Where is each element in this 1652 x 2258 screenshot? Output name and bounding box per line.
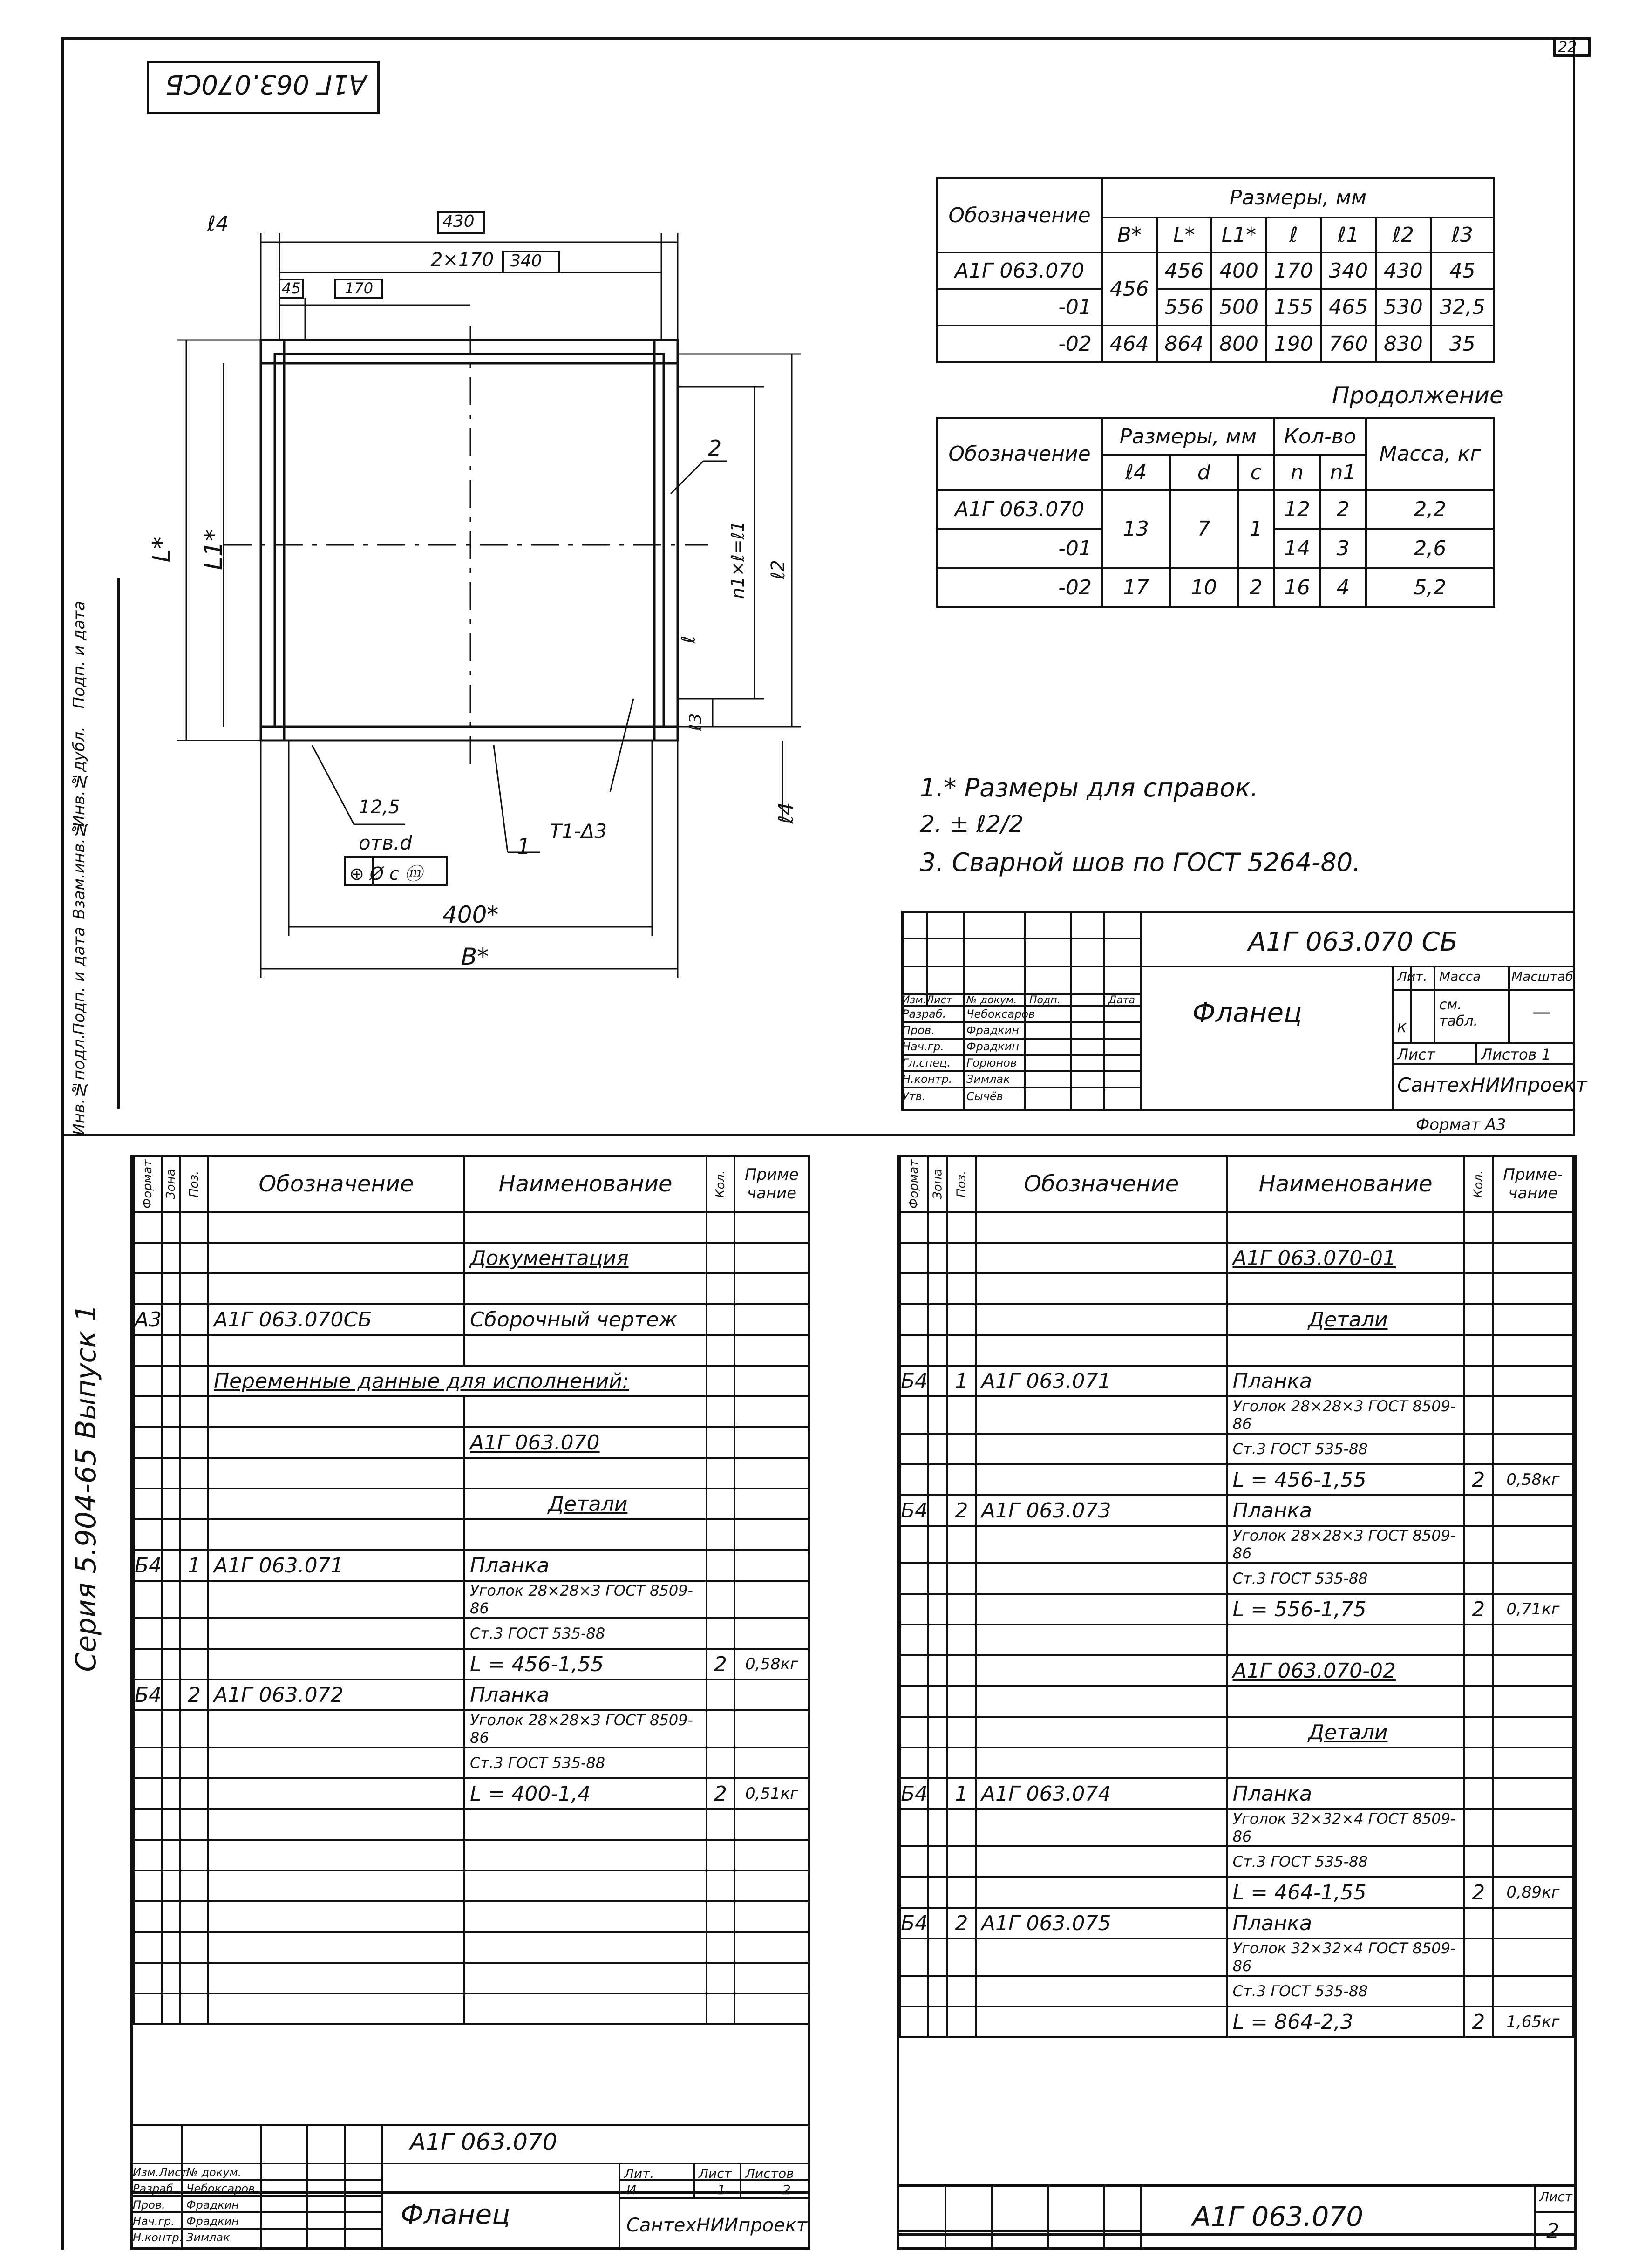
- tb-left-role-2: Пров.: [133, 2198, 165, 2211]
- spec-right-h0: Формат: [900, 1156, 928, 1212]
- tb-left-role-4: Н.контр.: [133, 2231, 183, 2244]
- sheet-number: 22: [1558, 38, 1577, 56]
- tb-top-person-0: № докум.: [966, 994, 1017, 1006]
- spec-right-h6: Приме- чание: [1493, 1156, 1573, 1212]
- side-label-2: Подп. и дата: [70, 927, 88, 1035]
- format-label: Формат А3: [1416, 1115, 1506, 1134]
- t1-cell: 190: [1266, 326, 1321, 362]
- tb-top-role-1: Разраб.: [902, 1007, 946, 1020]
- tb-left-person-3: Фрадкин: [186, 2215, 239, 2228]
- tb-top-person-2: Фрадкин: [966, 1024, 1019, 1037]
- spec-pos-cell: 1: [947, 1778, 976, 1809]
- tb-left-role-3: Нач.гр.: [133, 2215, 175, 2228]
- dim-l3: ℓ3: [686, 713, 706, 731]
- t2-header-mass: Масса, кг: [1366, 418, 1494, 490]
- spec-name-cell: Планка: [1227, 1908, 1464, 1938]
- tb-left-code: А1Г 063.070: [410, 2129, 557, 2156]
- dim-B-star: В*: [461, 943, 489, 970]
- tb-left-person-0: № докум.: [186, 2166, 242, 2179]
- spec-name-cell: Ст.3 ГОСТ 535-88: [1227, 1976, 1464, 2006]
- t2-cell: 2: [1320, 490, 1366, 529]
- spec-name-cell: Документация: [464, 1243, 707, 1273]
- spec-right-h1: Зона: [928, 1156, 947, 1212]
- spec-right-h3: Обозначение: [976, 1156, 1227, 1212]
- t2-cell: 13: [1102, 490, 1170, 568]
- spec-note-cell: 0,89кг: [1493, 1877, 1573, 1908]
- t2-cell: -02: [937, 568, 1102, 607]
- t1-cell: 32,5: [1431, 289, 1494, 326]
- t2-cell: 16: [1274, 568, 1320, 607]
- tb-top-person-4: Горюнов: [966, 1056, 1017, 1069]
- spec-name-cell: Планка: [1227, 1366, 1464, 1396]
- spec-name-cell: Ст.3 ГОСТ 535-88: [1227, 1563, 1464, 1594]
- spec-name-cell: L = 556-1,75: [1227, 1594, 1464, 1625]
- spec-name-cell: L = 456-1,55: [1227, 1464, 1464, 1495]
- series-label: Серия 5.904-65 Выпуск 1: [70, 1304, 102, 1672]
- t1-cell: 864: [1157, 326, 1212, 362]
- spec-designation-cell: А1Г 063.071: [976, 1366, 1227, 1396]
- tb-top-role-4: Гл.спец.: [902, 1056, 951, 1069]
- spec-name-cell: Ст.3 ГОСТ 535-88: [464, 1748, 707, 1778]
- t2-col: d: [1170, 455, 1238, 490]
- t1-cell: А1Г 063.070: [937, 252, 1102, 289]
- t1-header-sizes: Размеры, мм: [1102, 178, 1494, 218]
- spec-qty-cell: 2: [707, 1778, 734, 1809]
- t1-col: ℓ: [1266, 218, 1321, 252]
- t1-cell: 556: [1157, 289, 1212, 326]
- spec-pos-cell: 2: [947, 1495, 976, 1526]
- spec-format-cell: Б4: [134, 1680, 162, 1710]
- t2-cell: А1Г 063.070: [937, 490, 1102, 529]
- spec-format-cell: Б4: [900, 1495, 928, 1526]
- t1-cell: 155: [1266, 289, 1321, 326]
- dim-l4-top: ℓ4: [207, 212, 229, 236]
- spec-designation-cell: А1Г 063.071: [208, 1550, 464, 1581]
- side-label-5: Подп. и дата: [70, 601, 88, 709]
- spec-name-cell: L = 400-1,4: [464, 1778, 707, 1809]
- t1-col: ℓ1: [1321, 218, 1376, 252]
- spec-name-cell: А1Г 063.070-01: [1227, 1243, 1464, 1273]
- spec-name-cell: Уголок 28×28×3 ГОСТ 8509-86: [464, 1581, 707, 1618]
- spec-qty-cell: 2: [707, 1649, 734, 1680]
- tb-top-person-3: Фрадкин: [966, 1040, 1019, 1053]
- t2-cell: 2,6: [1366, 529, 1494, 568]
- spec-designation-cell: А1Г 063.075: [976, 1908, 1227, 1938]
- position-1: 1: [517, 834, 531, 859]
- tb-left-person-4: Зимлак: [186, 2231, 230, 2244]
- t1-col: L*: [1157, 218, 1212, 252]
- t1-cell: 35: [1431, 326, 1494, 362]
- t1-cell: 530: [1376, 289, 1431, 326]
- spec-format-cell: Б4: [900, 1778, 928, 1809]
- t2-header-qty: Кол-во: [1274, 418, 1366, 455]
- t2-cell: 14: [1274, 529, 1320, 568]
- spec-name-cell: Планка: [464, 1550, 707, 1581]
- tb-top-person-5: Зимлак: [966, 1073, 1010, 1086]
- weld-symbol: Т1-Δ3: [550, 820, 607, 843]
- tb-top-sheet: Лист: [1397, 1046, 1435, 1063]
- spec-name-cell: Сборочный чертеж: [464, 1304, 707, 1335]
- spec-note-cell: 1,65кг: [1493, 2006, 1573, 2037]
- dim-12-5: 12,5: [359, 796, 401, 818]
- dim-430: 430: [442, 212, 475, 231]
- tb-left-role-1: Разраб.: [133, 2182, 177, 2195]
- t1-col: ℓ3: [1431, 218, 1494, 252]
- note-1: 1.* Размеры для справок.: [920, 773, 1258, 803]
- tb-left-sheet: 1: [717, 2182, 726, 2197]
- continuation-label: Продолжение: [1332, 382, 1504, 409]
- t2-cell: -01: [937, 529, 1102, 568]
- spec-name-cell: L = 464-1,55: [1227, 1877, 1464, 1908]
- t2-cell: 2: [1238, 568, 1274, 607]
- t1-cell: 340: [1321, 252, 1376, 289]
- t1-col: L1*: [1211, 218, 1266, 252]
- spec-right-h5: Кол.: [1464, 1156, 1493, 1212]
- t1-cell: -02: [937, 326, 1102, 362]
- dim-L-star: L*: [148, 537, 176, 563]
- spec-pos-cell: 1: [947, 1366, 976, 1396]
- t2-cell: 17: [1102, 568, 1170, 607]
- spec-qty-cell: 2: [1464, 1877, 1493, 1908]
- tb-top-letter: К: [1397, 1020, 1407, 1035]
- spec-name-cell: А1Г 063.070-02: [1227, 1655, 1464, 1686]
- t1-cell: 830: [1376, 326, 1431, 362]
- spec-name-cell: Уголок 28×28×3 ГОСТ 8509-86: [1227, 1526, 1464, 1563]
- t1-cell: 800: [1211, 326, 1266, 362]
- tb-left-sheets-h: Листов: [745, 2166, 794, 2181]
- side-label-3: Взам.инв.№: [70, 820, 88, 919]
- side-label-1: Инв.№подл.: [70, 1034, 88, 1136]
- spec-left-h3: Обозначение: [208, 1156, 464, 1212]
- t1-cell: 430: [1376, 252, 1431, 289]
- t2-col: n1: [1320, 455, 1366, 490]
- t2-header-sizes: Размеры, мм: [1102, 418, 1274, 455]
- spec-pos-cell: 2: [180, 1680, 208, 1710]
- spec-left-h4: Наименование: [464, 1156, 707, 1212]
- dim-2x170: 2×170: [431, 249, 494, 271]
- tb-top-code: А1Г 063.070 СБ: [1248, 927, 1458, 957]
- dim-170: 170: [345, 279, 374, 297]
- tb-right-sheet-h: Лист: [1539, 2189, 1572, 2204]
- spec-designation-cell: Переменные данные для исполнений:: [208, 1366, 707, 1396]
- spec-name-cell: Планка: [464, 1680, 707, 1710]
- tb-top-role-5: Н.контр.: [902, 1073, 952, 1086]
- t1-col: В*: [1102, 218, 1157, 252]
- tb-top-role-2: Пров.: [902, 1024, 935, 1037]
- spec-note-cell: 0,71кг: [1493, 1594, 1573, 1625]
- t2-cell: 10: [1170, 568, 1238, 607]
- spec-pos-cell: 2: [947, 1908, 976, 1938]
- t1-cell: -01: [937, 289, 1102, 326]
- tb-left-role-0: Изм.Лист: [133, 2166, 188, 2179]
- dim-l4-right: ℓ4: [774, 802, 798, 824]
- t2-cell: 3: [1320, 529, 1366, 568]
- tb-top-mass-v: см. табл.: [1439, 997, 1478, 1029]
- spec-format-cell: Б4: [900, 1366, 928, 1396]
- dim-400: 400*: [442, 901, 499, 928]
- tb-top-lit: Лит.: [1397, 969, 1428, 984]
- spec-left-h5: Кол.: [707, 1156, 734, 1212]
- t2-col: ℓ4: [1102, 455, 1170, 490]
- spec-name-cell: Уголок 28×28×3 ГОСТ 8509-86: [464, 1710, 707, 1748]
- spec-qty-cell: 2: [1464, 2006, 1493, 2037]
- t1-cell: 464: [1102, 326, 1157, 362]
- t1-header-designation: Обозначение: [937, 178, 1102, 252]
- tb-left-person-1: Чебоксаров: [186, 2182, 255, 2195]
- spec-format-cell: А3: [134, 1304, 162, 1335]
- tb-top-sheets: Листов 1: [1481, 1046, 1551, 1063]
- spec-format-cell: Б4: [134, 1550, 162, 1581]
- spec-name-cell: Ст.3 ГОСТ 535-88: [1227, 1434, 1464, 1464]
- spec-note-cell: 0,58кг: [734, 1649, 809, 1680]
- side-label-4: Инв.№дубл.: [70, 727, 88, 827]
- spec-name-cell: Детали: [1227, 1304, 1464, 1335]
- dim-L1-star: L1*: [200, 529, 228, 571]
- spec-name-cell: Планка: [1227, 1778, 1464, 1809]
- dim-45: 45: [282, 279, 301, 297]
- t1-cell: 400: [1211, 252, 1266, 289]
- spec-name-cell: Детали: [464, 1489, 707, 1519]
- t2-header-designation: Обозначение: [937, 418, 1102, 490]
- dim-l: ℓ: [678, 635, 700, 644]
- spec-designation-cell: А1Г 063.072: [208, 1680, 464, 1710]
- t1-cell: 456: [1102, 252, 1157, 326]
- spec-format-cell: Б4: [900, 1908, 928, 1938]
- spec-left-h6: Приме чание: [734, 1156, 809, 1212]
- t2-cell: 4: [1320, 568, 1366, 607]
- tb-top-col-sign: Подп.: [1029, 994, 1061, 1006]
- note-2: 2. ± ℓ2/2: [920, 810, 1024, 837]
- spec-designation-cell: А1Г 063.074: [976, 1778, 1227, 1809]
- t2-cell: 12: [1274, 490, 1320, 529]
- tb-top-org: СантехНИИпроект: [1397, 1074, 1587, 1096]
- tb-top-scale-h: Масштаб: [1511, 969, 1574, 984]
- spec-right-h2: Поз.: [947, 1156, 976, 1212]
- hole-label: отв.d: [359, 831, 412, 854]
- spec-right-h4: Наименование: [1227, 1156, 1464, 1212]
- spec-name-cell: L = 864-2,3: [1227, 2006, 1464, 2037]
- spec-left-h2: Поз.: [180, 1156, 208, 1212]
- rotated-code: А1Г 063.070СБ: [165, 69, 367, 99]
- t1-cell: 456: [1157, 252, 1212, 289]
- tb-left-sheet-h: Лист: [699, 2166, 732, 2181]
- spec-name-cell: Детали: [1227, 1717, 1464, 1748]
- dim-n1xl: n1×ℓ=ℓ1: [727, 521, 748, 599]
- t2-cell: 5,2: [1366, 568, 1494, 607]
- tb-left-letter: И: [626, 2182, 636, 2197]
- spec-qty-cell: 2: [1464, 1464, 1493, 1495]
- t2-cell: 2,2: [1366, 490, 1494, 529]
- t1-cell: 170: [1266, 252, 1321, 289]
- t1-cell: 465: [1321, 289, 1376, 326]
- t2-col: с: [1238, 455, 1274, 490]
- t2-cell: 1: [1238, 490, 1274, 568]
- tb-top-mass-h: Масса: [1439, 969, 1481, 984]
- t1-cell: 760: [1321, 326, 1376, 362]
- spec-name-cell: Уголок 32×32×4 ГОСТ 8509-86: [1227, 1938, 1464, 1976]
- dim-l2: ℓ2: [767, 560, 789, 579]
- spec-left-h1: Зона: [162, 1156, 180, 1212]
- spec-name-cell: Уголок 32×32×4 ГОСТ 8509-86: [1227, 1809, 1464, 1846]
- tb-top-role-0: Изм.Лист: [902, 994, 952, 1006]
- spec-pos-cell: 1: [180, 1550, 208, 1581]
- tb-left-org: СантехНИИпроект: [626, 2215, 808, 2236]
- spec-name-cell: Ст.3 ГОСТ 535-88: [464, 1618, 707, 1649]
- tb-top-person-6: Сычёв: [966, 1090, 1003, 1103]
- note-3: 3. Сварной шов по ГОСТ 5264-80.: [920, 848, 1361, 877]
- spec-note-cell: 0,58кг: [1493, 1464, 1573, 1495]
- tb-left-lit: Лит.: [624, 2166, 654, 2181]
- tb-right-sheet: 2: [1546, 2219, 1559, 2243]
- t1-cell: 500: [1211, 289, 1266, 326]
- dim-340: 340: [510, 252, 542, 271]
- spec-name-cell: А1Г 063.070: [464, 1427, 707, 1458]
- tb-top-scale-v: —: [1532, 1001, 1551, 1023]
- spec-designation-cell: А1Г 063.073: [976, 1495, 1227, 1526]
- tb-right-code: А1Г 063.070: [1192, 2201, 1364, 2232]
- spec-designation-cell: А1Г 063.070СБ: [208, 1304, 464, 1335]
- tb-top-role-3: Нач.гр.: [902, 1040, 945, 1053]
- tb-top-col-date: Дата: [1108, 994, 1135, 1006]
- tb-top-person-1: Чебоксаров: [966, 1007, 1035, 1020]
- tb-left-person-2: Фрадкин: [186, 2198, 239, 2211]
- t2-col: n: [1274, 455, 1320, 490]
- tb-left-name: Фланец: [401, 2198, 510, 2230]
- t2-cell: 7: [1170, 490, 1238, 568]
- position-tolerance: ⊕ Ø c ⓜ: [349, 864, 422, 884]
- spec-left-h0: Формат: [134, 1156, 162, 1212]
- t1-col: ℓ2: [1376, 218, 1431, 252]
- tb-left-sheets: 2: [782, 2182, 791, 2197]
- spec-name-cell: Уголок 28×28×3 ГОСТ 8509-86: [1227, 1396, 1464, 1434]
- position-2: 2: [708, 435, 722, 461]
- tb-top-name: Фланец: [1192, 997, 1302, 1028]
- tb-top-role-6: Утв.: [902, 1090, 926, 1103]
- spec-qty-cell: 2: [1464, 1594, 1493, 1625]
- spec-name-cell: L = 456-1,55: [464, 1649, 707, 1680]
- spec-name-cell: Ст.3 ГОСТ 535-88: [1227, 1846, 1464, 1877]
- spec-note-cell: 0,51кг: [734, 1778, 809, 1809]
- spec-name-cell: Планка: [1227, 1495, 1464, 1526]
- t1-cell: 45: [1431, 252, 1494, 289]
